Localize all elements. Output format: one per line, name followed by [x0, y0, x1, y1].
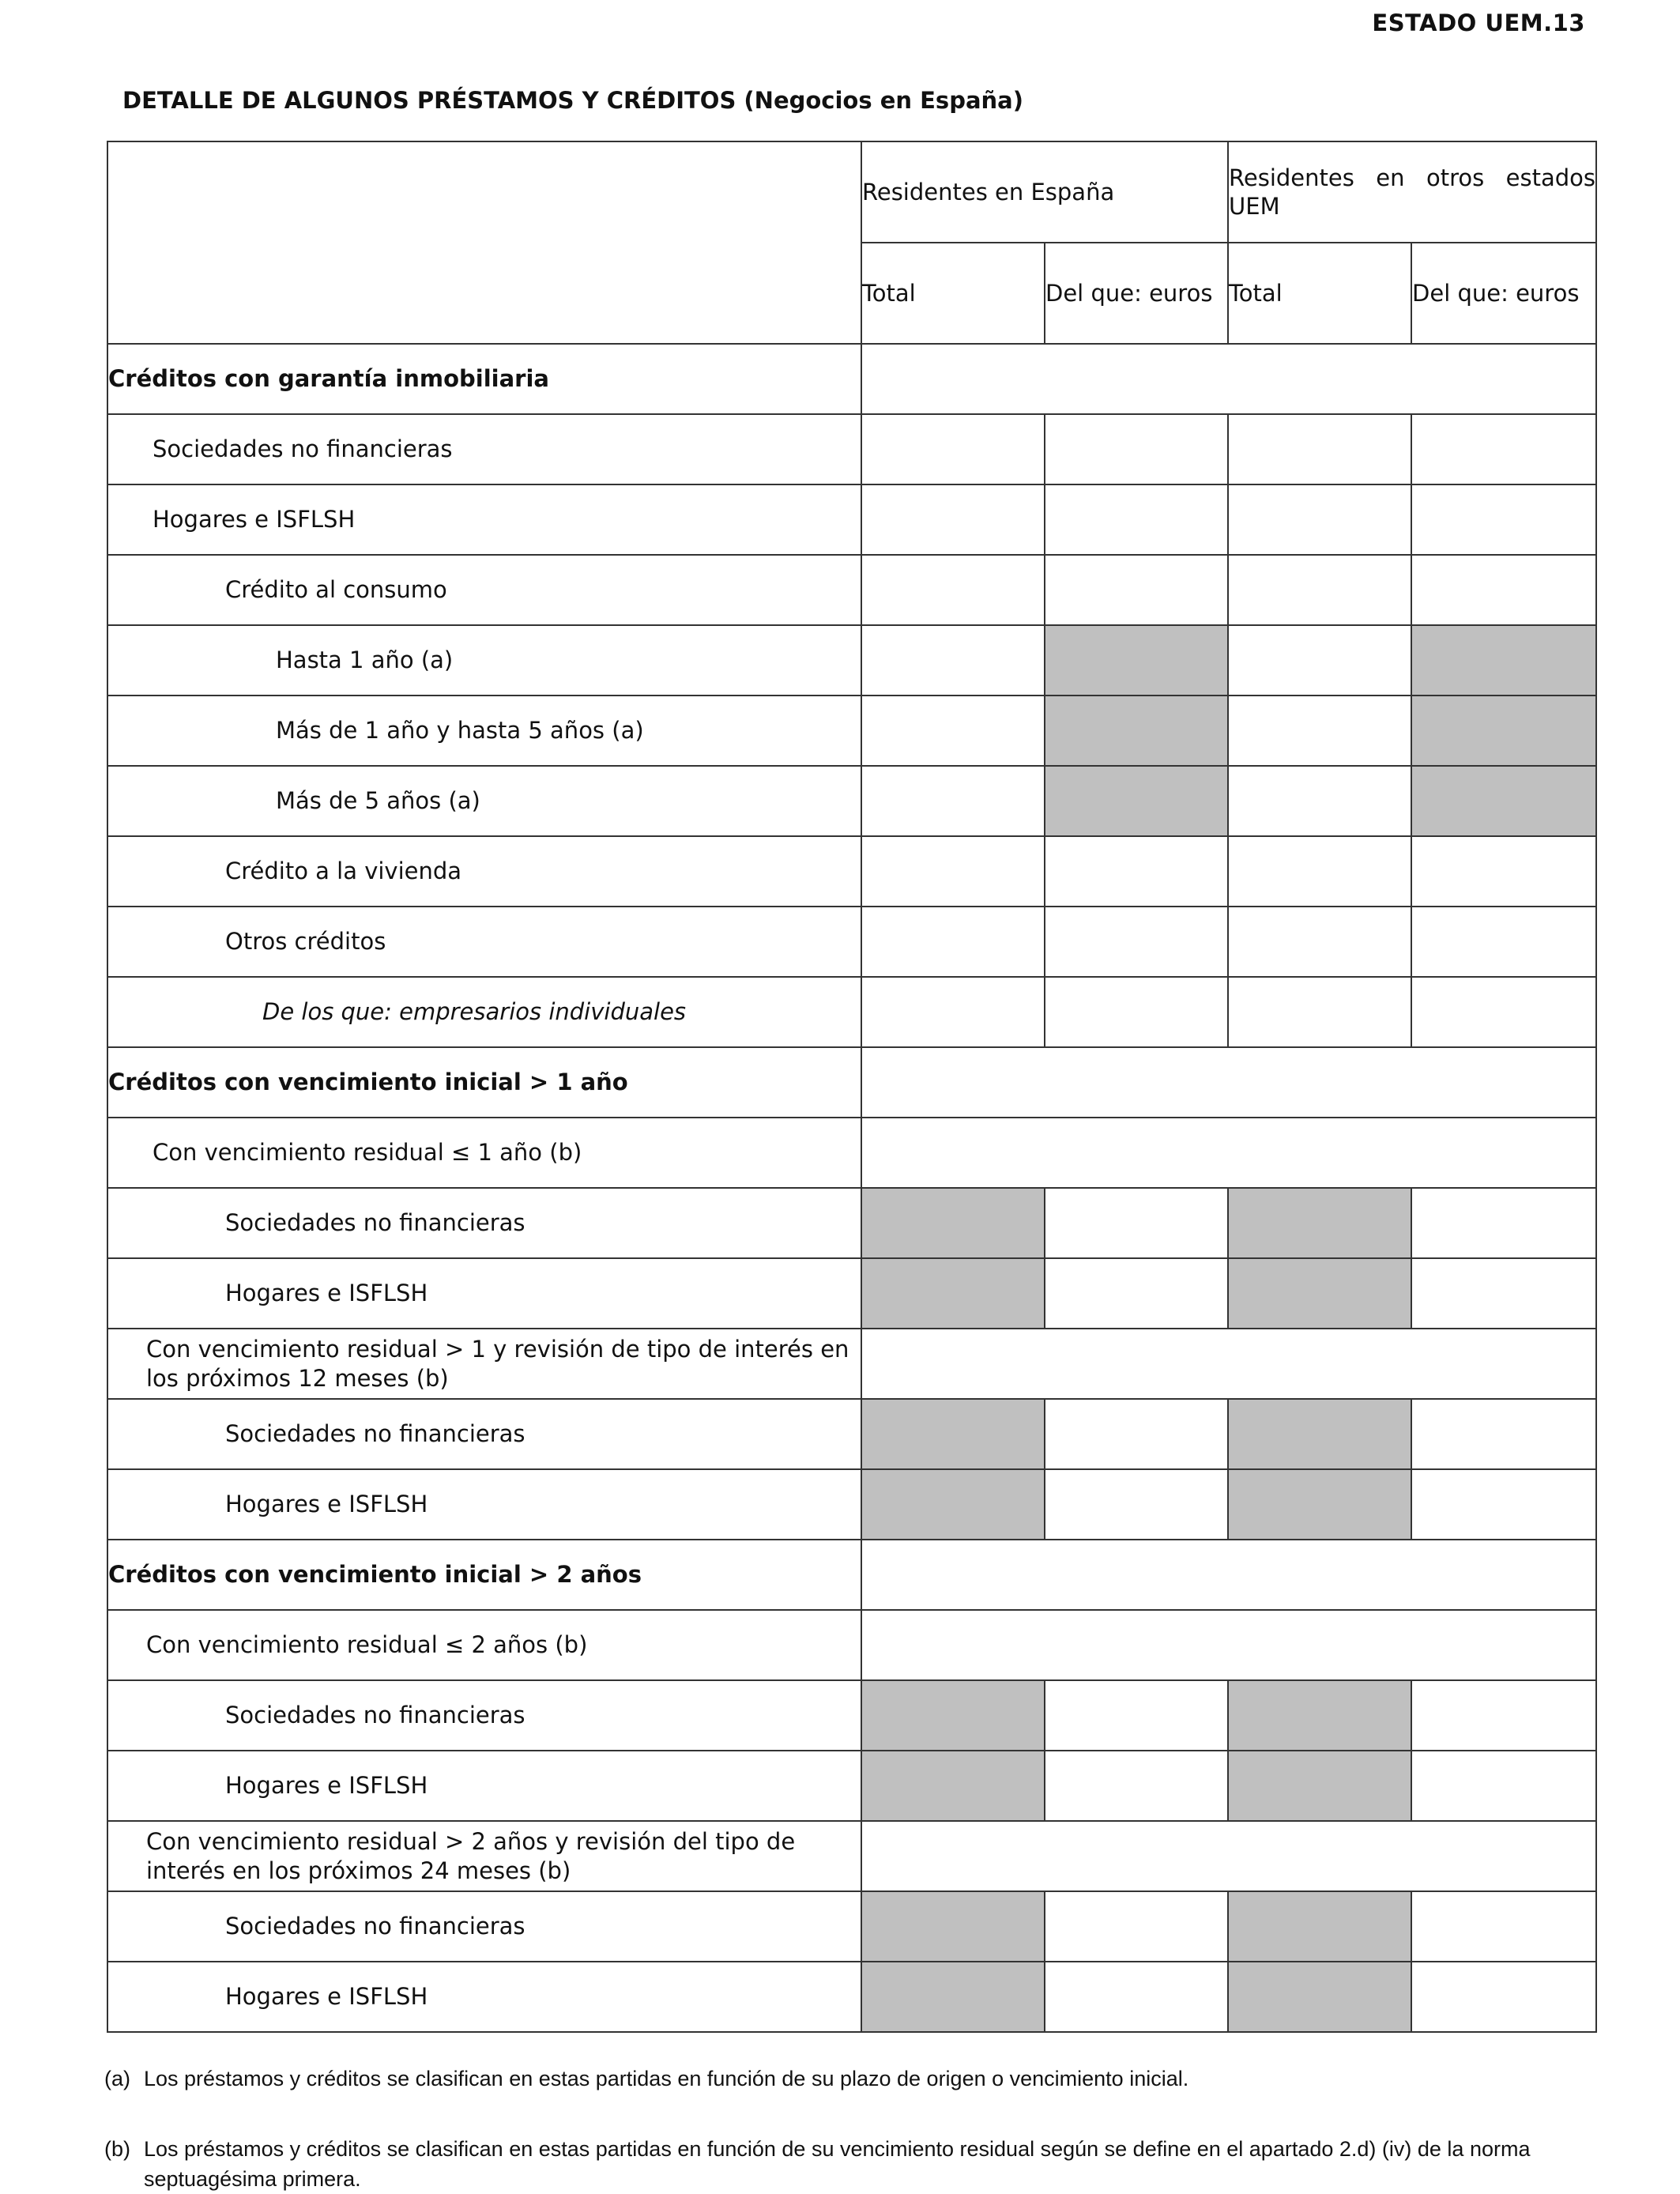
- value-cell[interactable]: [861, 555, 1045, 625]
- value-cell[interactable]: [1411, 1188, 1596, 1258]
- table-row: [107, 1680, 1596, 1751]
- table-row: [107, 1751, 1596, 1821]
- value-cell[interactable]: [1228, 484, 1411, 555]
- row-label: Sociedades no financieras: [107, 1891, 861, 1962]
- header-residentes-uem: [1228, 141, 1596, 243]
- value-cell[interactable]: [861, 836, 1045, 907]
- value-cell[interactable]: [1228, 836, 1411, 907]
- value-cell[interactable]: [1411, 1962, 1596, 2032]
- table-row: [107, 1469, 1596, 1540]
- value-cell[interactable]: [1411, 484, 1596, 555]
- merged-value-cell: [861, 1047, 1596, 1118]
- shaded-cell: [1228, 1891, 1411, 1962]
- row-label: Sociedades no financieras: [107, 1399, 861, 1469]
- header-total-espana: Total: [861, 243, 1045, 344]
- table-row: [107, 907, 1596, 977]
- header-euros-espana: Del que: euros: [1045, 243, 1228, 344]
- table-row: [107, 1891, 1596, 1962]
- header-residentes-espana: Residentes en España: [861, 141, 1228, 243]
- shaded-cell: [1228, 1680, 1411, 1751]
- table-row: [107, 625, 1596, 696]
- merged-value-cell: [861, 1821, 1596, 1891]
- shaded-cell: [1045, 766, 1228, 836]
- table-row: [107, 1610, 1596, 1680]
- table-row: [107, 484, 1596, 555]
- row-label: Créditos con garantía inmobiliaria: [107, 344, 861, 414]
- table-row: [107, 344, 1596, 414]
- row-label: Crédito al consumo: [107, 555, 861, 625]
- row-label: Sociedades no financieras: [107, 1188, 861, 1258]
- header-row-groups: [107, 141, 1596, 243]
- shaded-cell: [1411, 625, 1596, 696]
- footnote-text: Los préstamos y créditos se clasifican en estas partidas en función de su vencimiento residual según se define en el apartado 2.d) (iv) de la norma septuagésima primera.: [144, 2137, 1531, 2191]
- row-label: Créditos con vencimiento inicial > 2 años: [107, 1540, 861, 1610]
- table-row: [107, 836, 1596, 907]
- row-label: Hogares e ISFLSH: [107, 1962, 861, 2032]
- value-cell[interactable]: [1045, 1751, 1228, 1821]
- value-cell[interactable]: [1411, 555, 1596, 625]
- value-cell[interactable]: [861, 414, 1045, 484]
- value-cell[interactable]: [1045, 977, 1228, 1047]
- shaded-cell: [1228, 1469, 1411, 1540]
- row-label: Créditos con vencimiento inicial > 1 año: [107, 1047, 861, 1118]
- value-cell[interactable]: [1228, 625, 1411, 696]
- value-cell[interactable]: [861, 907, 1045, 977]
- row-label: Más de 1 año y hasta 5 años (a): [107, 696, 861, 766]
- table-row: [107, 1047, 1596, 1118]
- shaded-cell: [1228, 1188, 1411, 1258]
- footnote-text: Los préstamos y créditos se clasifican en estas partidas en función de su plazo de origen o vencimiento inicial.: [144, 2067, 1189, 2090]
- value-cell[interactable]: [1411, 1751, 1596, 1821]
- shaded-cell: [861, 1680, 1045, 1751]
- header-euros-uem: Del que: euros: [1411, 243, 1596, 344]
- value-cell[interactable]: [1228, 766, 1411, 836]
- shaded-cell: [1228, 1751, 1411, 1821]
- value-cell[interactable]: [1228, 977, 1411, 1047]
- table-row: [107, 414, 1596, 484]
- table-row: [107, 1821, 1596, 1891]
- form-code: ESTADO UEM.13: [1372, 9, 1585, 36]
- value-cell[interactable]: [861, 766, 1045, 836]
- value-cell[interactable]: [1045, 1891, 1228, 1962]
- value-cell[interactable]: [1045, 1680, 1228, 1751]
- row-label: Hasta 1 año (a): [107, 625, 861, 696]
- value-cell[interactable]: [1228, 555, 1411, 625]
- value-cell[interactable]: [1045, 414, 1228, 484]
- merged-value-cell: [861, 1329, 1596, 1399]
- row-label: De los que: empresarios individuales: [107, 977, 861, 1047]
- row-label: Crédito a la vivienda: [107, 836, 861, 907]
- shaded-cell: [1411, 766, 1596, 836]
- table-row: [107, 555, 1596, 625]
- footnote-mark: (b): [104, 2137, 130, 2162]
- value-cell[interactable]: [1411, 1399, 1596, 1469]
- page-title: DETALLE DE ALGUNOS PRÉSTAMOS Y CRÉDITOS (Negocios en España): [122, 87, 1023, 114]
- shaded-cell: [1228, 1962, 1411, 2032]
- value-cell[interactable]: [1411, 1680, 1596, 1751]
- value-cell[interactable]: [1045, 1188, 1228, 1258]
- value-cell[interactable]: [861, 696, 1045, 766]
- loans-table: [107, 141, 1597, 2033]
- shaded-cell: [1045, 696, 1228, 766]
- value-cell[interactable]: [1411, 1891, 1596, 1962]
- value-cell[interactable]: [1045, 907, 1228, 977]
- shaded-cell: [861, 1751, 1045, 1821]
- value-cell[interactable]: [861, 977, 1045, 1047]
- merged-value-cell: [861, 344, 1596, 414]
- value-cell[interactable]: [1411, 414, 1596, 484]
- row-label: Hogares e ISFLSH: [107, 1751, 861, 1821]
- value-cell[interactable]: [1411, 1258, 1596, 1329]
- row-label: Hogares e ISFLSH: [107, 484, 861, 555]
- shaded-cell: [1228, 1399, 1411, 1469]
- table-row: [107, 1258, 1596, 1329]
- shaded-cell: [1411, 696, 1596, 766]
- table-row: [107, 696, 1596, 766]
- value-cell[interactable]: [1045, 1962, 1228, 2032]
- row-label: Con vencimiento residual ≤ 2 años (b): [107, 1610, 861, 1680]
- table-row: [107, 977, 1596, 1047]
- table-row: [107, 1329, 1596, 1399]
- shaded-cell: [861, 1188, 1045, 1258]
- row-label: Con vencimiento residual > 1 y revisión de tipo de interés en los próximos 12 meses (b): [107, 1329, 861, 1399]
- merged-value-cell: [861, 1118, 1596, 1188]
- table-row: [107, 1118, 1596, 1188]
- footnote: [104, 2064, 1590, 2094]
- row-label: Sociedades no financieras: [107, 414, 861, 484]
- row-label: Otros créditos: [107, 907, 861, 977]
- value-cell[interactable]: [1045, 1399, 1228, 1469]
- shaded-cell: [861, 1399, 1045, 1469]
- value-cell[interactable]: [1411, 1469, 1596, 1540]
- value-cell[interactable]: [1045, 484, 1228, 555]
- table-row: [107, 1540, 1596, 1610]
- value-cell[interactable]: [1045, 1258, 1228, 1329]
- value-cell[interactable]: [861, 625, 1045, 696]
- row-label: Más de 5 años (a): [107, 766, 861, 836]
- shaded-cell: [1228, 1258, 1411, 1329]
- header-residentes-uem-text: Residentes en otros estados UEM: [1229, 164, 1596, 220]
- shaded-cell: [861, 1258, 1045, 1329]
- table-row: [107, 1399, 1596, 1469]
- value-cell[interactable]: [1045, 555, 1228, 625]
- merged-value-cell: [861, 1610, 1596, 1680]
- shaded-cell: [861, 1891, 1045, 1962]
- value-cell[interactable]: [861, 484, 1045, 555]
- value-cell[interactable]: [1045, 836, 1228, 907]
- table-row: [107, 1962, 1596, 2032]
- shaded-cell: [861, 1962, 1045, 2032]
- header-total-uem: Total: [1228, 243, 1411, 344]
- value-cell[interactable]: [1228, 696, 1411, 766]
- value-cell[interactable]: [1411, 836, 1596, 907]
- row-label: Con vencimiento residual ≤ 1 año (b): [107, 1118, 861, 1188]
- merged-value-cell: [861, 1540, 1596, 1610]
- footnotes: [104, 2064, 1590, 2194]
- table-row: [107, 766, 1596, 836]
- row-label: Sociedades no financieras: [107, 1680, 861, 1751]
- shaded-cell: [861, 1469, 1045, 1540]
- shaded-cell: [1045, 625, 1228, 696]
- value-cell[interactable]: [1228, 907, 1411, 977]
- row-label: Hogares e ISFLSH: [107, 1258, 861, 1329]
- footnote-mark: (a): [104, 2067, 130, 2090]
- row-label: Con vencimiento residual > 2 años y revisión del tipo de interés en los próximos 24 meses (b): [107, 1821, 861, 1891]
- value-cell[interactable]: [1411, 907, 1596, 977]
- header-blank-cell: [107, 141, 861, 344]
- value-cell[interactable]: [1411, 977, 1596, 1047]
- value-cell[interactable]: [1228, 414, 1411, 484]
- footnote: [104, 2135, 1590, 2194]
- table-row: [107, 1188, 1596, 1258]
- value-cell[interactable]: [1045, 1469, 1228, 1540]
- row-label: Hogares e ISFLSH: [107, 1469, 861, 1540]
